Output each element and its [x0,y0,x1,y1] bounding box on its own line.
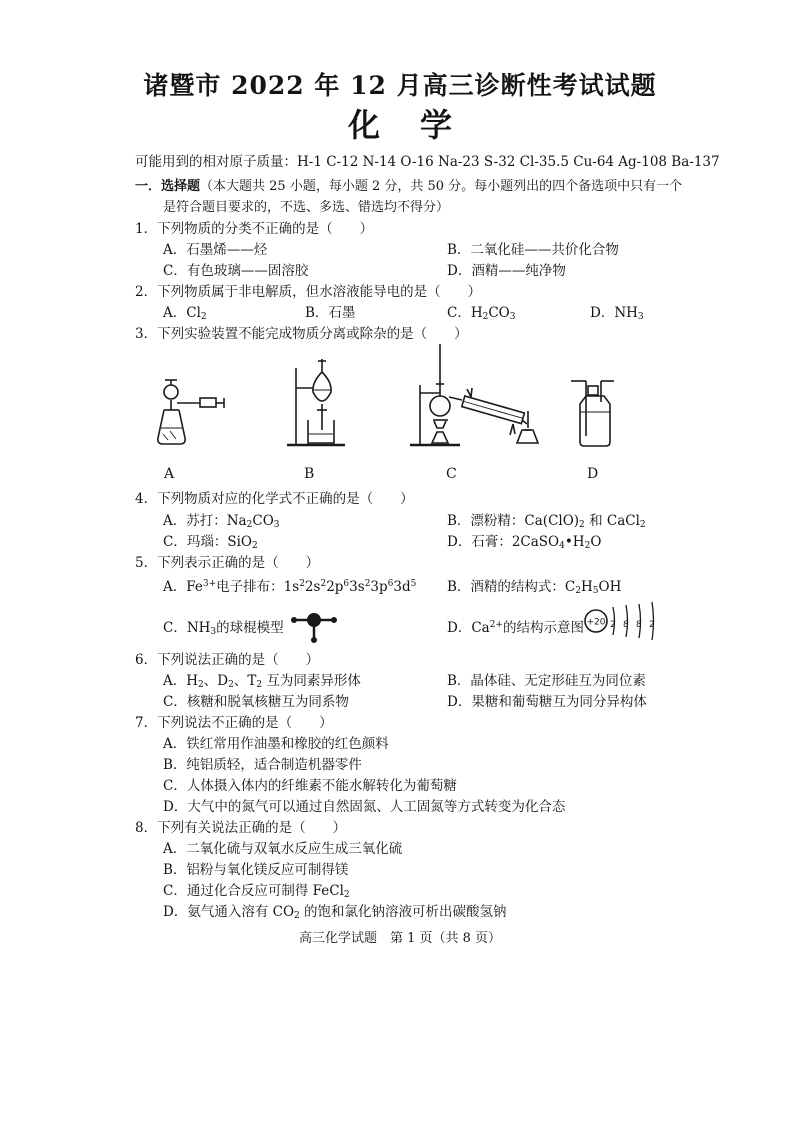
q5-option-d: D．$Ca^{2+}$的结构示意图 [447,620,584,636]
q2-option-d: D．$NH_3$ [590,305,644,322]
ca-nucleus-charge: +20 [586,617,606,628]
q5-option-b: B．酒精的结构式：$C_2H_5OH$ [447,579,622,596]
q3-label-c: C [446,466,457,482]
q7-option-b: B．纯铝质轻，适合制造机器零件 [163,757,362,773]
q6-stem: 6．下列说法正确的是（ ） [135,652,320,668]
q2-option-b: B．石墨 [305,305,356,321]
q1-stem: 1．下列物质的分类不正确的是（ ） [135,221,374,237]
q5-option-a: A．$Fe^{3+}$电子排布：$1s^22s^22p^63s^23p^63d^5$ [163,579,417,595]
q6-option-c: C．核糖和脱氧核糖互为同系物 [163,694,349,710]
q1-option-b: B．二氧化硅——共价化合物 [447,242,619,258]
ca-shell-4: 2 [649,620,655,630]
q5-stem: 5．下列表示正确的是（ ） [135,555,320,571]
q8-stem: 8．下列有关说法正确的是（ ） [135,820,347,836]
q4-stem: 4．下列物质对应的化学式不正确的是（ ） [135,491,414,507]
q2-option-c: C．$H_2CO_3$ [447,305,516,322]
q3-label-d: D [587,466,599,482]
ca-ion-structure-diagram [584,596,664,646]
section1-desc-2: 是符合题目要求的，不选、多选、错选均不得分） [163,200,450,215]
q7-option-a: A．铁红常用作油墨和橡胶的红色颜料 [163,736,389,752]
atomic-mass-line: 可能用到的相对原子质量：H-1 C-12 N-14 O-16 Na-23 S-32 Cl-35.5 Cu-64 Ag-108 Ba-137 [135,154,720,170]
q3-label-b: B [304,466,315,482]
apparatus-b-separating-funnel [287,359,345,445]
q3-stem: 3．下列实验装置不能完成物质分离或除杂的是（ ） [135,326,468,342]
q6-option-a: A．$H_2$、$D_2$、$T_2$ 互为同素异形体 [163,673,361,690]
apparatus-c-distillation [410,344,538,445]
q6-option-d: D．果糖和葡萄糖互为同分异构体 [447,694,647,710]
q8-option-b: B．铝粉与氧化镁反应可制得镁 [163,862,349,878]
q2-stem: 2．下列物质属于非电解质，但水溶液能导电的是（ ） [135,284,482,300]
q5-option-c: C．$NH_3$的球棍模型 [163,620,284,637]
q7-stem: 7．下列说法不正确的是（ ） [135,715,333,731]
subject-title: 化学 [347,106,492,144]
q7-option-d: D．大气中的氮气可以通过自然固氮、人工固氮等方式转变为化合态 [163,799,566,815]
ca-shell-3: 8 [636,620,642,630]
ca-shell-2: 8 [623,620,629,630]
q1-option-d: D．酒精——纯净物 [447,263,566,279]
nh3-ball-stick-model [290,606,340,646]
q1-option-c: C．有色玻璃——固溶胶 [163,263,309,279]
q8-option-c: C．通过化合反应可制得 FeCl$_2$ [163,883,350,900]
q8-option-d: D．氨气通入溶有 $CO_2$ 的饱和氯化钠溶液可析出碳酸氢钠 [163,904,507,921]
section1-heading: 一．选择题 [135,179,201,194]
q1-option-a: A．石墨烯——烃 [163,242,268,258]
apparatus-a-flask-syringe [158,380,224,444]
section1-desc-1: （本大题共 25 小题，每小题 2 分，共 50 分。每小题列出的四个备选项中只有一个 [200,179,683,194]
q7-option-c: C．人体摄入体内的纤维素不能水解转化为葡萄糖 [163,778,457,794]
exam-title: 诸暨市 2022 年 12 月高三诊断性考试试题 [143,71,657,100]
q8-option-a: A．二氧化硫与双氧水反应生成三氧化硫 [163,841,403,857]
q6-option-b: B．晶体硅、无定形硅互为同位素 [447,673,646,689]
page-footer: 高三化学试题 第 1 页（共 8 页） [298,931,502,946]
ca-shell-1: 2 [610,620,616,630]
q2-option-a: A．$Cl_2$ [163,305,207,322]
q4-option-a: A．苏打：$Na_2CO_3$ [163,513,280,530]
q3-label-a: A [164,466,175,482]
q4-option-c: C．玛瑙：SiO$_2$ [163,534,258,551]
q4-option-d: D．石膏：$2CaSO_4•H_2O$ [447,534,602,551]
q4-option-b: B．漂粉精：$Ca(ClO)_2$ 和 CaCl$_2$ [447,513,646,530]
apparatus-d-gas-washing-bottle [571,381,614,446]
